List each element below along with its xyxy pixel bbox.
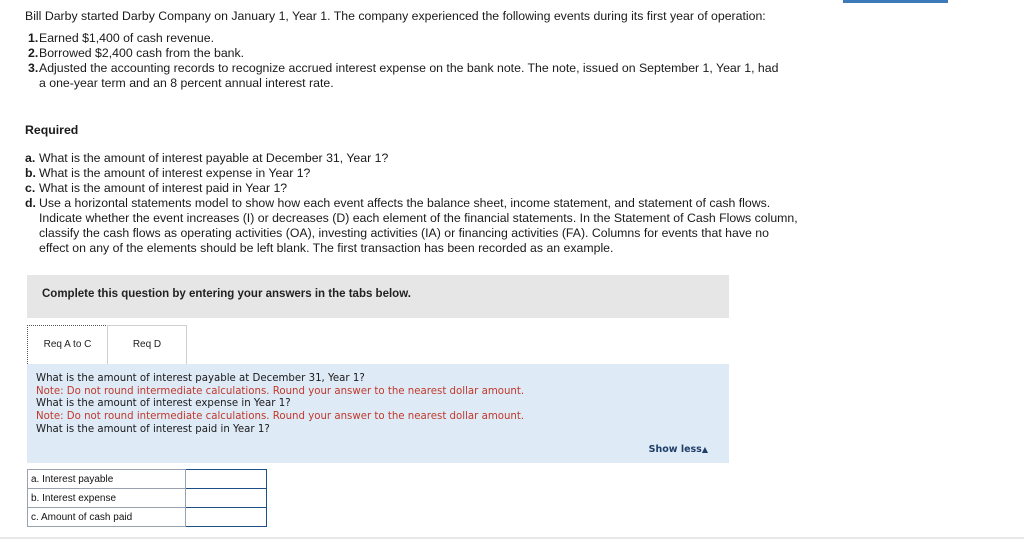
- tab-req-a-to-c[interactable]: Req A to C: [27, 325, 108, 364]
- interest-payable-cell: [186, 470, 267, 489]
- instruction-text: Complete this question by entering your answers in the tabs below.: [42, 288, 411, 300]
- triangle-up-icon: ▲: [701, 445, 708, 454]
- problem-intro: Bill Darby started Darby Company on January 1, Year 1. The company experienced the following events during its first year of operation:: [25, 9, 766, 23]
- answer-instructions-panel: [27, 364, 729, 463]
- row-label-cash-paid: c. Amount of cash paid: [28, 508, 186, 527]
- requirement-tabs: [27, 325, 187, 364]
- event-list: [25, 31, 785, 91]
- panel-note-line: Note: Do not round intermediate calculations. Round your answer to the nearest dollar amount.: [36, 385, 525, 397]
- question-item: b. What is the amount of interest expense in Year 1?: [25, 166, 311, 180]
- interest-payable-input[interactable]: [186, 471, 264, 487]
- table-row: [28, 470, 267, 489]
- tab-req-d[interactable]: Req D: [107, 325, 187, 364]
- event-item: 1. Earned $1,400 of cash revenue.: [28, 31, 215, 45]
- question-item: c. What is the amount of interest paid in Year 1?: [25, 181, 288, 195]
- instruction-banner: [27, 275, 729, 318]
- cash-paid-cell: [186, 508, 267, 527]
- interest-expense-input[interactable]: [186, 490, 264, 506]
- panel-note-line: Note: Do not round intermediate calculations. Round your answer to the nearest dollar amount.: [36, 411, 525, 423]
- event-item: 2. Borrowed $2,400 cash from the bank.: [28, 46, 245, 60]
- panel-question-line: What is the amount of interest expense in Year 1?: [36, 398, 291, 410]
- row-label-interest-payable: a. Interest payable: [28, 470, 186, 489]
- row-label-interest-expense: b. Interest expense: [28, 489, 186, 508]
- table-row: [28, 489, 267, 508]
- answer-instructions: [36, 373, 524, 437]
- show-less-link[interactable]: Show less▲: [648, 444, 708, 455]
- panel-question-line: What is the amount of interest payable at December 31, Year 1?: [36, 373, 365, 384]
- cash-paid-input[interactable]: [186, 509, 264, 525]
- table-row: [28, 508, 267, 527]
- required-question-list: [25, 151, 800, 256]
- top-accent-bar: [843, 0, 948, 3]
- event-item: 3. Adjusted the accounting records to recognize accrued interest expense on the bank note. The note, issued on September 1, Year 1, had a one-year term and an 8 percent annual interest rate.: [28, 61, 779, 90]
- problem-statement: [25, 9, 785, 91]
- panel-question-line: What is the amount of interest paid in Year 1?: [36, 423, 270, 435]
- question-item: a. What is the amount of interest payable at December 31, Year 1?: [25, 151, 389, 165]
- required-heading: Required: [25, 123, 79, 137]
- answer-table: [27, 469, 267, 527]
- question-item: d. Use a horizontal statements model to show how each event affects the balance sheet, income statement, and statement of cash flows. Indicate whether the event increases (I) or decreases (D) each element of the financial statements. In the Statement of Cash Flows column, classify the cash flows as operating activities (OA), investing activities (IA) or financing activities (FA). Columns for events that have no effect on any of the elements should be left blank. The first transaction has been recorded as an example.: [25, 196, 798, 255]
- interest-expense-cell: [186, 489, 267, 508]
